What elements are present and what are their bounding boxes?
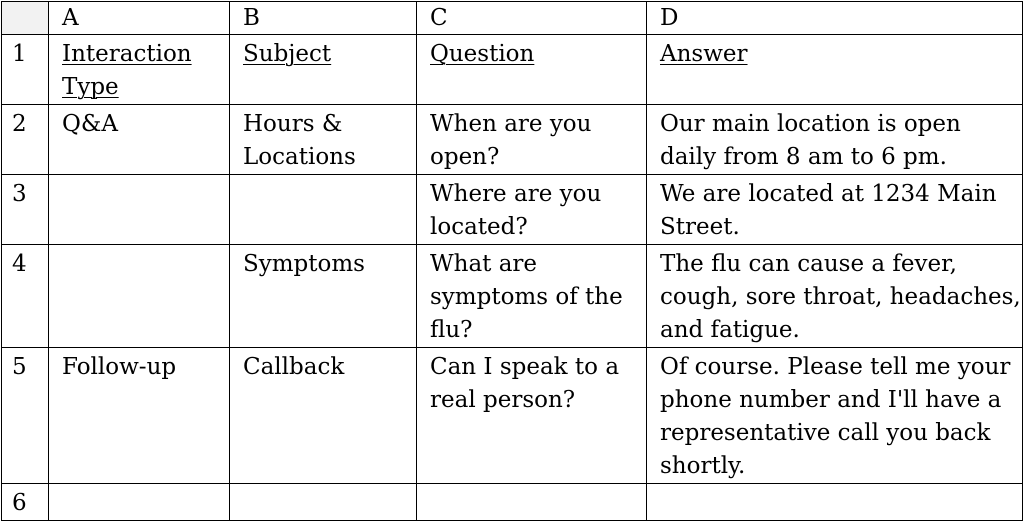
column-header-row	[2, 2, 1023, 35]
cell-d3[interactable]: We are located at 1234 Main Street.	[647, 175, 1023, 245]
cell-d2[interactable]: Our main location is open daily from 8 am to 6 pm.	[647, 105, 1023, 175]
cell-b3[interactable]	[230, 175, 417, 245]
cell-a1[interactable]	[49, 35, 230, 105]
table-row	[2, 105, 1023, 175]
cell-a5[interactable]: Follow-up	[49, 348, 230, 484]
cell-b4[interactable]: Symptoms	[230, 245, 417, 348]
cell-c2[interactable]: When are you open?	[417, 105, 647, 175]
cell-c1[interactable]	[417, 35, 647, 105]
cell-d4[interactable]: The flu can cause a fever, cough, sore throat, headaches, and fatigue.	[647, 245, 1023, 348]
header-interaction-type: Interaction Type	[62, 41, 192, 100]
row-number-4[interactable]: 4	[2, 245, 49, 348]
row-number-1[interactable]: 1	[2, 35, 49, 105]
cell-a3[interactable]	[49, 175, 230, 245]
cell-b1[interactable]	[230, 35, 417, 105]
cell-c3[interactable]: Where are you located?	[417, 175, 647, 245]
cell-a6[interactable]	[49, 484, 230, 521]
column-header-c[interactable]: C	[417, 2, 647, 35]
cell-b2[interactable]: Hours & Locations	[230, 105, 417, 175]
cell-a4[interactable]	[49, 245, 230, 348]
cell-b5[interactable]: Callback	[230, 348, 417, 484]
select-all-corner[interactable]	[2, 2, 49, 35]
table-row	[2, 245, 1023, 348]
spreadsheet-table	[1, 1, 1023, 521]
row-number-2[interactable]: 2	[2, 105, 49, 175]
row-number-6[interactable]: 6	[2, 484, 49, 521]
cell-d1[interactable]	[647, 35, 1023, 105]
cell-d6[interactable]	[647, 484, 1023, 521]
cell-b6[interactable]	[230, 484, 417, 521]
cell-a2[interactable]: Q&A	[49, 105, 230, 175]
table-row	[2, 175, 1023, 245]
row-number-5[interactable]: 5	[2, 348, 49, 484]
header-question: Question	[430, 41, 535, 67]
cell-c4[interactable]: What are symptoms of the flu?	[417, 245, 647, 348]
column-header-a[interactable]: A	[49, 2, 230, 35]
row-number-3[interactable]: 3	[2, 175, 49, 245]
column-header-b[interactable]: B	[230, 2, 417, 35]
header-subject: Subject	[243, 41, 332, 67]
table-row	[2, 484, 1023, 521]
cell-c6[interactable]	[417, 484, 647, 521]
header-answer: Answer	[660, 41, 748, 67]
cell-c5[interactable]: Can I speak to a real person?	[417, 348, 647, 484]
column-header-d[interactable]: D	[647, 2, 1023, 35]
table-row	[2, 348, 1023, 484]
table-row	[2, 35, 1023, 105]
cell-d5[interactable]: Of course. Please tell me your phone number and I'll have a representative call you back shortly.	[647, 348, 1023, 484]
